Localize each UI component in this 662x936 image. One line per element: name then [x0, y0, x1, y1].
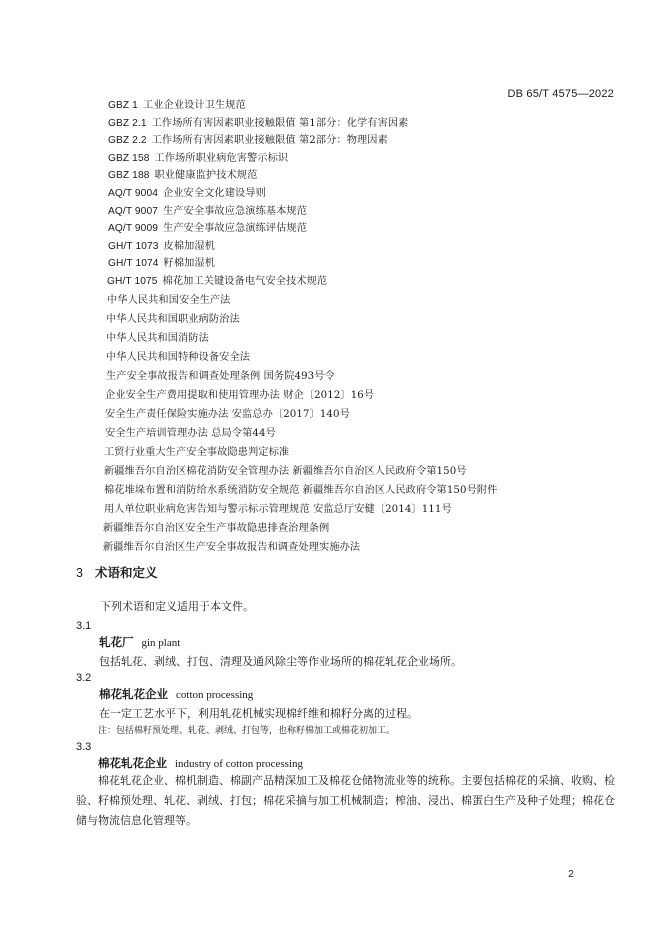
- reference-item: AQ/T 9004 企业安全文化建设导则: [108, 188, 266, 199]
- term-heading: 棉花轧花企业 industry of cotton processing: [98, 756, 304, 770]
- reference-item: 用人单位职业病危害告知与警示标示管理规范 安监总厅安健〔2014〕111号: [104, 504, 452, 515]
- reference-item: 安全生产责任保险实施办法 安监总办〔2017〕140号: [105, 409, 350, 420]
- reference-item: 生产安全事故报告和调查处理条例 国务院493号令: [106, 371, 335, 382]
- reference-item: 安全生产培训管理办法 总局令第44号: [105, 428, 276, 439]
- reference-item: GBZ 2.2 工作场所有害因素职业接触限值 第2部分：物理因素: [108, 135, 388, 147]
- reference-item: 中华人民共和国职业病防治法: [106, 314, 240, 325]
- reference-item: GBZ 2.1 工作场所有害因素职业接触限值 第1部分：化学有害因素: [108, 117, 409, 129]
- term-definition: 棉花轧花企业、棉机制造、棉副产品精深加工及棉花仓储物流业等的统称。主要包括棉花的采摘、收购、检验、籽棉预处理、轧花、剥绒、打包；棉花采摘与加工机械制造；榨油、浸出、棉蛋白生产及种子处理；棉花仓储与物流信息化管理等。: [76, 774, 615, 827]
- term-definition: 在一定工艺水平下，利用轧花机械实现棉纤维和棉籽分离的过程。: [99, 707, 418, 720]
- reference-item: AQ/T 9007 生产安全事故应急演练基本规范: [108, 205, 308, 217]
- reference-item: GBZ 1 工业企业设计卫生规范: [108, 100, 246, 111]
- section-heading: [76, 563, 157, 581]
- reference-item: GBZ 188 职业健康监护技术规范: [108, 170, 258, 182]
- term-heading: 棉花轧花企业 cotton processing: [99, 687, 254, 701]
- term-number: 3.3: [76, 741, 92, 753]
- reference-item: GH/T 1073 皮棉加湿机: [108, 240, 215, 252]
- section-number: 3: [76, 566, 83, 580]
- reference-item: 中华人民共和国特种设备安全法: [106, 352, 251, 363]
- term-number: 3.1: [76, 620, 92, 632]
- term-heading: 轧花厂 gin plant: [99, 635, 181, 649]
- page-number: 2: [568, 868, 574, 880]
- reference-item: 新疆维吾尔自治区棉花消防安全管理办法 新疆维吾尔自治区人民政府令第150号: [104, 466, 467, 477]
- section-title: 术语和定义: [94, 565, 158, 580]
- reference-item: 中华人民共和国消防法: [106, 333, 209, 344]
- reference-item: AQ/T 9009 生产安全事故应急演练评估规范: [108, 223, 308, 235]
- reference-item: GH/T 1074 籽棉加湿机: [108, 258, 215, 270]
- reference-item: 新疆维吾尔自治区生产安全事故报告和调查处理实施办法: [103, 542, 361, 553]
- reference-item: GH/T 1075 棉花加工关键设备电气安全技术规范: [107, 276, 328, 287]
- term-note: 注：包括棉籽预处理、轧花、剥绒、打包等，也称籽棉加工或棉花初加工。: [98, 726, 396, 736]
- reference-item: 工贸行业重大生产安全事故隐患判定标准: [104, 447, 290, 458]
- term-definition: 包括轧花、剥绒、打包、清理及通风除尘等作业场所的棉花轧花企业场所。: [99, 655, 462, 668]
- reference-item: 新疆维吾尔自治区安全生产事故隐患排查治理条例: [103, 523, 330, 534]
- reference-item: 棉花堆垛布置和消防给水系统消防安全规范 新疆维吾尔自治区人民政府令第150号附件: [104, 485, 498, 496]
- document-code: DB 65/T 4575—2022: [507, 88, 614, 100]
- term-number: 3.2: [76, 672, 92, 684]
- section-intro: 下列术语和定义适用于本文件。: [100, 600, 254, 613]
- reference-item: GBZ 158 工作场所职业病危害警示标识: [108, 152, 289, 164]
- reference-item: 中华人民共和国安全生产法: [107, 295, 231, 306]
- reference-item: 企业安全生产费用提取和使用管理办法 财企〔2012〕16号: [105, 390, 375, 401]
